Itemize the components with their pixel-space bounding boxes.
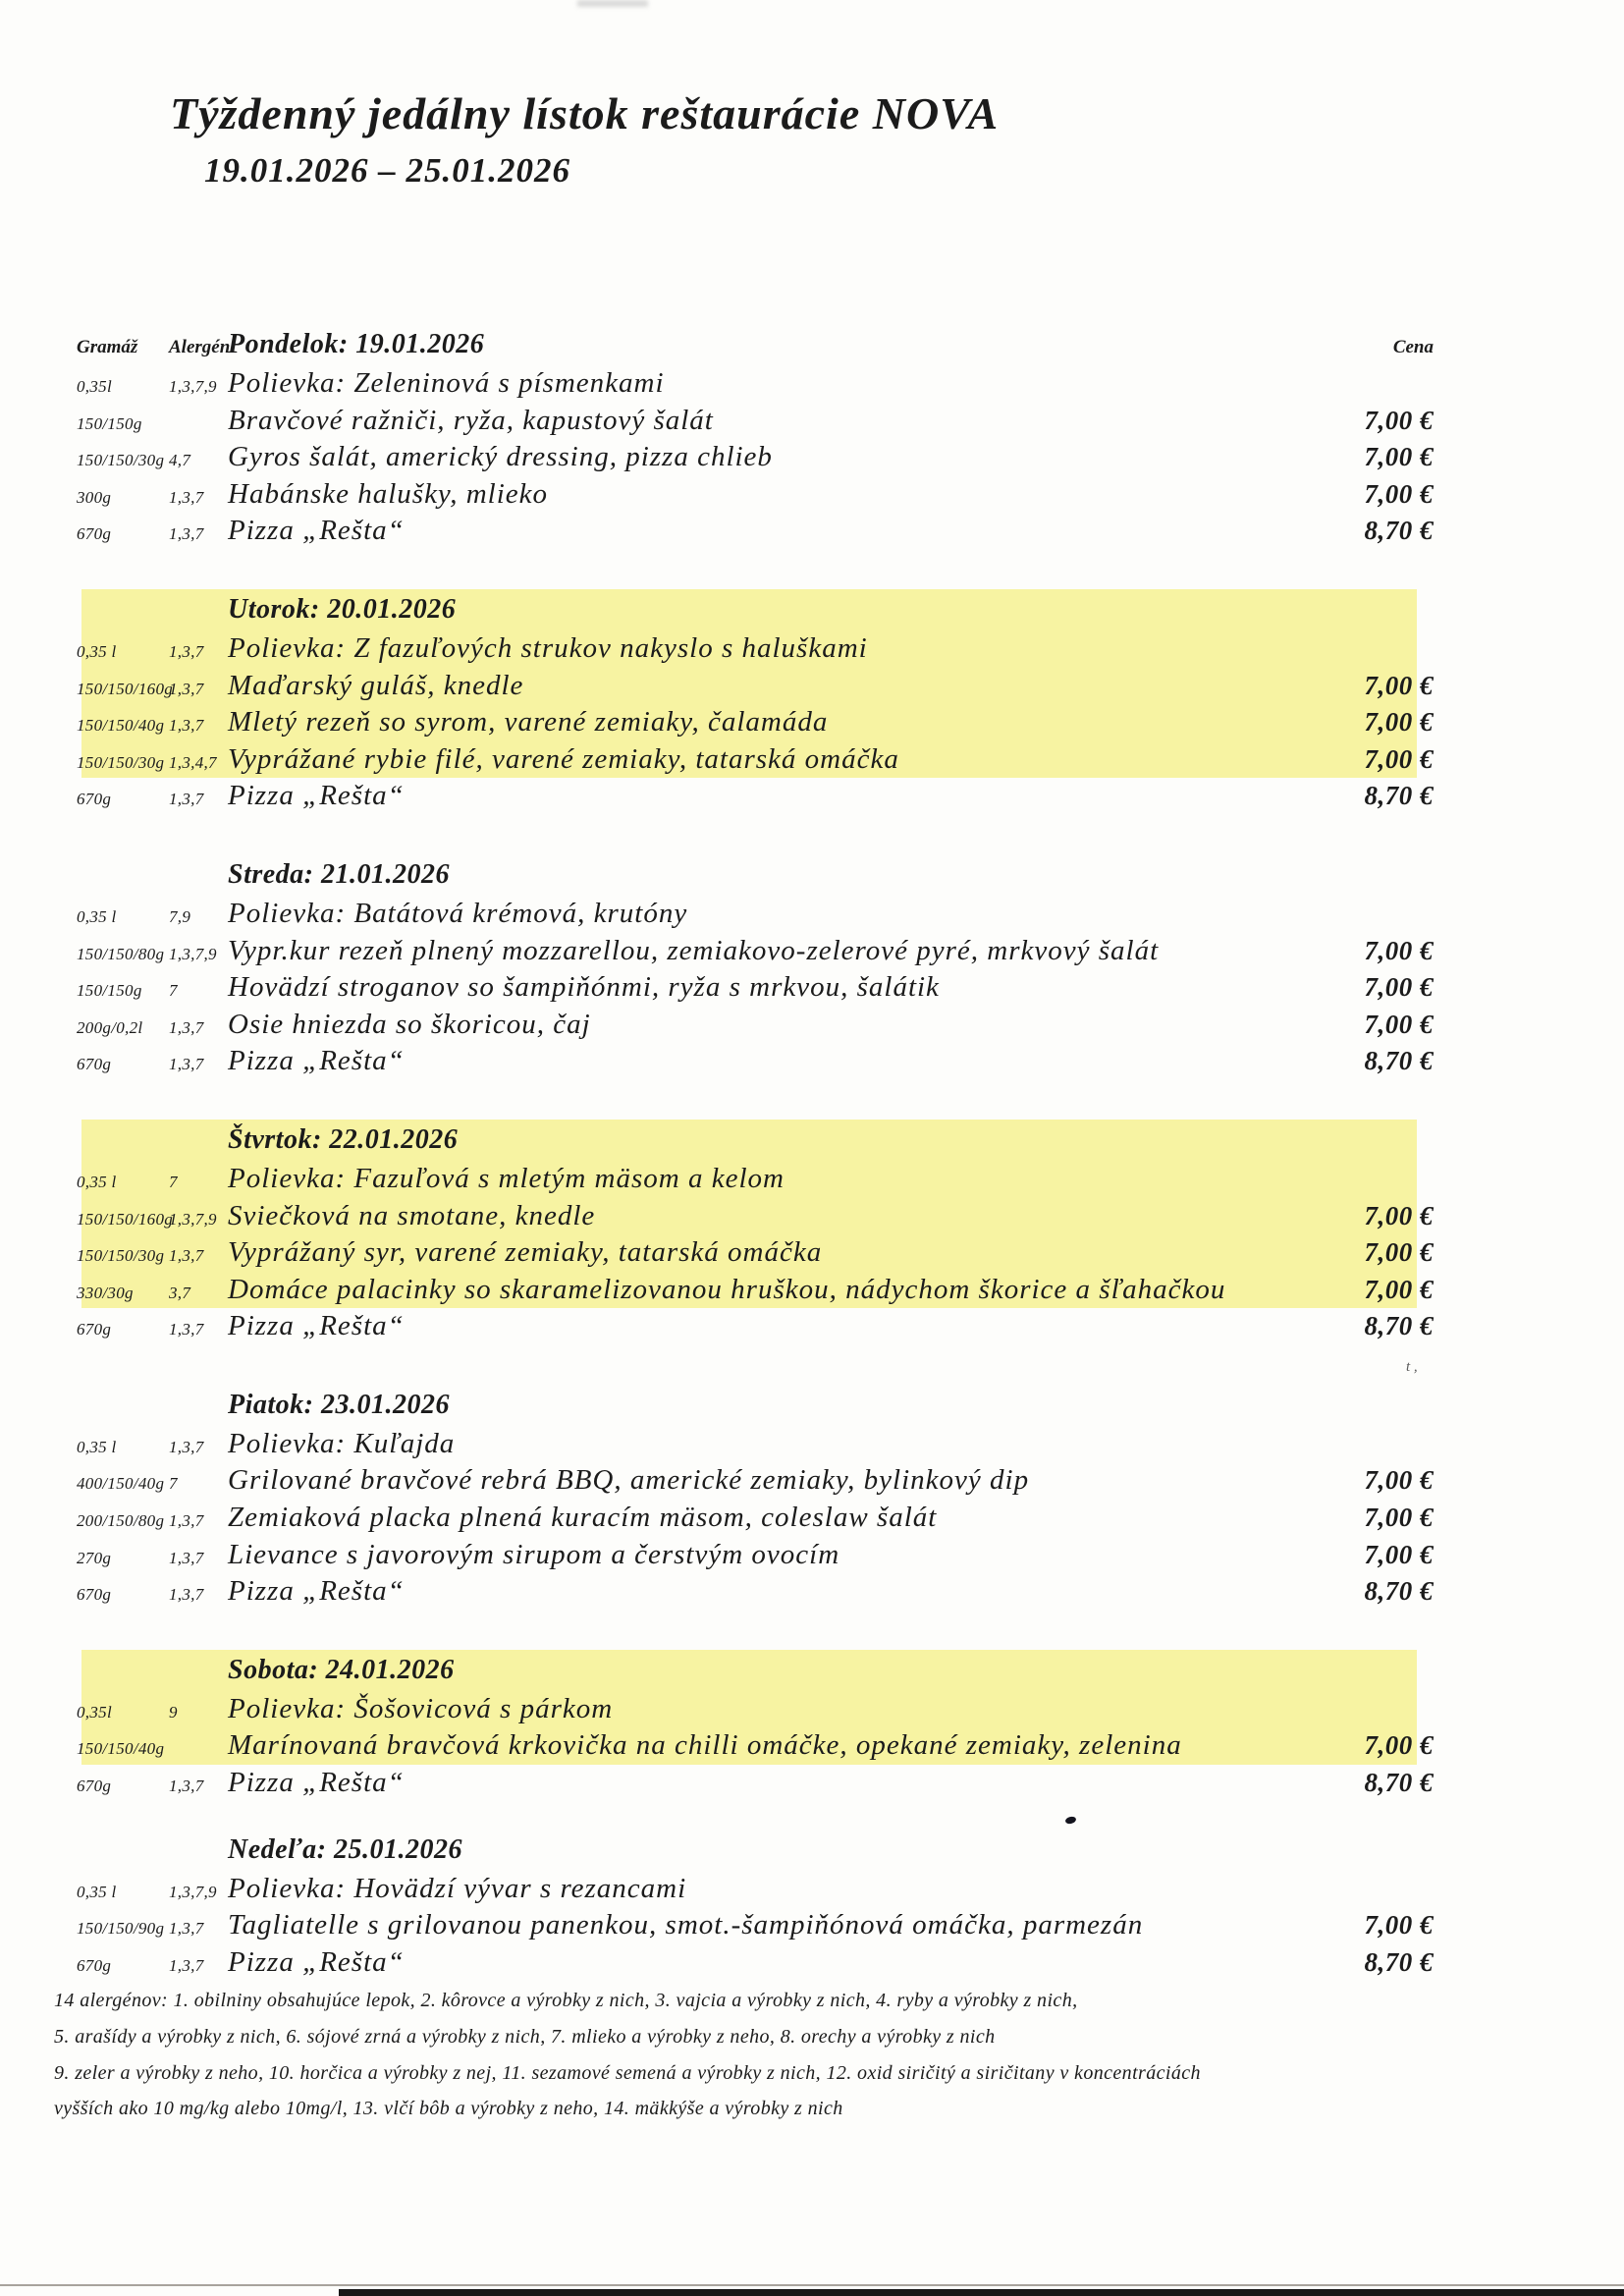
menu-item-row (77, 1043, 1434, 1080)
item-dish-name: Lievance s javorovým sirupom a čerstvým ovocím (228, 1538, 840, 1570)
menu-item-row (77, 1691, 1434, 1728)
item-weight: 0,35 l (77, 1172, 117, 1191)
item-allergens: 1,3,7 (169, 1919, 204, 1939)
item-weight: 0,35 l (77, 906, 117, 926)
item-allergens: 7 (169, 981, 178, 1001)
item-price: 7,00 € (1364, 1009, 1434, 1039)
item-weight: 150/150g (77, 413, 142, 433)
item-dish-name: Zemiaková placka plnená kuracím mäsom, coleslaw šalát (228, 1502, 938, 1534)
item-allergens: 1,3,4,7 (169, 752, 217, 772)
menu-item-row (77, 1462, 1434, 1500)
item-allergens: 1,3,7 (169, 679, 204, 698)
item-price: 8,70 € (1364, 781, 1434, 811)
scan-mark-artifact: t , (1406, 1359, 1418, 1375)
item-allergens: 4,7 (169, 451, 191, 470)
item-weight: 200/150/80g (77, 1511, 165, 1531)
day-header-row (77, 589, 1434, 630)
menu-item-row (77, 1944, 1434, 1982)
item-allergens: 7 (169, 1474, 178, 1494)
menu-item-row (77, 933, 1434, 970)
item-weight: 400/150/40g (77, 1474, 165, 1494)
item-weight: 0,35 l (77, 1437, 117, 1456)
item-dish-name: Sviečková na smotane, knedle (228, 1199, 596, 1231)
day-section (77, 1830, 1434, 1982)
day-header-row (77, 1385, 1434, 1426)
menu-item-row (77, 1272, 1434, 1309)
item-allergens: 1,3,7,9 (169, 377, 217, 396)
item-price: 7,00 € (1364, 1274, 1434, 1304)
allergen-footnote-line: 14 alergénov: 1. obilniny obsahujúce lepok, 2. kôrovce a výrobky z nich, 3. vajcia a výrobky z nich, 4. ryby a výrobky z nich, (54, 1990, 1078, 2012)
day-title: Nedeľa: 25.01.2026 (228, 1833, 462, 1865)
item-allergens: 9 (169, 1702, 178, 1722)
menu-item-row (77, 704, 1434, 741)
menu-item-row (77, 630, 1434, 668)
menu-item-row (77, 1727, 1434, 1765)
item-weight: 200g/0,2l (77, 1017, 143, 1037)
item-weight: 670g (77, 1320, 112, 1339)
item-allergens: 1,3,7 (169, 1955, 204, 1975)
item-allergens: 1,3,7 (169, 1246, 204, 1266)
day-section (77, 1120, 1434, 1345)
item-price: 8,70 € (1364, 516, 1434, 546)
item-price: 7,00 € (1364, 670, 1434, 700)
item-allergens: 3,7 (169, 1283, 191, 1302)
item-price: 8,70 € (1364, 1768, 1434, 1798)
item-price: 8,70 € (1364, 1576, 1434, 1607)
item-dish-name: Gyros šalát, americký dressing, pizza chlieb (228, 441, 773, 473)
item-weight: 150/150/160g (77, 1209, 174, 1229)
day-header-row (77, 1120, 1434, 1161)
item-dish-name: Vyprážaný syr, varené zemiaky, tatarská omáčka (228, 1236, 823, 1269)
item-weight: 150/150/80g (77, 944, 165, 963)
item-price: 8,70 € (1364, 1946, 1434, 1977)
item-dish-name: Pizza „Rešta“ (228, 1945, 405, 1978)
menu-item-row (77, 1537, 1434, 1574)
menu-item-row (77, 1234, 1434, 1272)
item-weight: 0,35l (77, 377, 112, 396)
menu-item-row (77, 896, 1434, 933)
item-price: 7,00 € (1364, 442, 1434, 472)
item-price: 7,00 € (1364, 1539, 1434, 1569)
item-allergens: 1,3,7 (169, 641, 204, 661)
item-weight: 330/30g (77, 1283, 134, 1302)
menu-item-row (77, 778, 1434, 815)
item-dish-name: Polievka: Batátová krémová, krutóny (228, 897, 688, 929)
cena-column-label: Cena (1392, 337, 1434, 357)
day-header-row (77, 1650, 1434, 1691)
item-weight: 670g (77, 1055, 112, 1074)
item-allergens: 1,3,7,9 (169, 1209, 217, 1229)
day-section (77, 324, 1434, 550)
item-weight: 300g (77, 487, 112, 507)
item-allergens: 1,3,7,9 (169, 1882, 217, 1901)
menu-item-row (77, 741, 1434, 779)
day-title: Streda: 21.01.2026 (228, 858, 450, 890)
item-weight: 270g (77, 1548, 112, 1567)
menu-item-row (77, 1573, 1434, 1611)
menu-item-row (77, 1907, 1434, 1944)
item-dish-name: Polievka: Z fazuľových strukov nakyslo s haluškami (228, 631, 868, 664)
item-price: 8,70 € (1364, 1311, 1434, 1341)
item-allergens: 1,3,7 (169, 1017, 204, 1037)
item-dish-name: Vypr.kur rezeň plnený mozzarellou, zemiakovo-zelerové pyré, mrkvový šalát (228, 934, 1160, 966)
item-dish-name: Polievka: Šošovicová s párkom (228, 1692, 614, 1724)
item-dish-name: Maďarský guláš, knedle (228, 669, 524, 701)
item-allergens: 1,3,7,9 (169, 944, 217, 963)
item-price: 7,00 € (1364, 707, 1434, 738)
day-header-row (77, 1830, 1434, 1871)
menu-item-row (77, 365, 1434, 403)
item-weight: 670g (77, 524, 112, 544)
item-allergens: 1,3,7 (169, 487, 204, 507)
item-allergens: 1,3,7 (169, 524, 204, 544)
item-weight: 150/150/30g (77, 451, 165, 470)
item-price: 7,00 € (1364, 1200, 1434, 1230)
item-allergens: 1,3,7 (169, 1585, 204, 1605)
page-title: Týždenný jedálny lístok reštaurácie NOVA (170, 88, 1000, 138)
item-dish-name: Domáce palacinky so skaramelizovanou hruškou, nádychom škorice a šľahačkou (228, 1273, 1226, 1305)
menu-item-row (77, 1308, 1434, 1345)
item-price: 7,00 € (1364, 1465, 1434, 1496)
allergen-footnote-line: 5. arašídy a výrobky z nich, 6. sójové zrná a výrobky z nich, 7. mlieko a výrobky z neho, 8. orechy a výrobky z nich (54, 2026, 996, 2048)
item-dish-name: Pizza „Rešta“ (228, 780, 405, 812)
item-allergens: 1,3,7 (169, 1548, 204, 1567)
item-dish-name: Polievka: Zeleninová s písmenkami (228, 367, 665, 399)
alergen-column-label: Alergén (169, 337, 231, 357)
menu-item-row (77, 969, 1434, 1007)
item-dish-name: Mletý rezeň so syrom, varené zemiaky, čalamáda (228, 706, 829, 738)
item-dish-name: Polievka: Kuľajda (228, 1427, 456, 1459)
menu-item-row (77, 1765, 1434, 1802)
menu-item-row (77, 1007, 1434, 1044)
menu-item-row (77, 668, 1434, 705)
item-weight: 150/150/30g (77, 1246, 165, 1266)
item-allergens: 7,9 (169, 906, 191, 926)
item-dish-name: Polievka: Hovädzí vývar s rezancami (228, 1872, 687, 1904)
item-dish-name: Bravčové ražniči, ryža, kapustový šalát (228, 404, 714, 436)
item-dish-name: Marínovaná bravčová krkovička na chilli omáčke, opekané zemiaky, zelenina (228, 1729, 1182, 1762)
item-dish-name: Polievka: Fazuľová s mletým mäsom a kelom (228, 1162, 785, 1194)
date-range: 19.01.2026 – 25.01.2026 (204, 151, 570, 190)
item-allergens: 7 (169, 1172, 178, 1191)
menu-item-row (77, 1198, 1434, 1235)
item-price: 7,00 € (1364, 478, 1434, 509)
menu-item-row (77, 403, 1434, 440)
item-weight: 150/150/40g (77, 716, 165, 736)
day-title: Pondelok: 19.01.2026 (228, 329, 485, 359)
allergen-footnote (54, 1983, 1434, 2126)
item-weight: 150/150g (77, 981, 142, 1001)
item-price: 7,00 € (1364, 1910, 1434, 1941)
item-dish-name: Vyprážané rybie filé, varené zemiaky, tatarská omáčka (228, 742, 899, 775)
menu-item-row (77, 476, 1434, 514)
day-header-row (77, 324, 1434, 365)
item-price: 7,00 € (1364, 405, 1434, 435)
item-dish-name: Tagliatelle s grilovanou panenkou, smot.-šampiňónová omáčka, parmezán (228, 1909, 1144, 1941)
item-dish-name: Hovädzí stroganov so šampiňónmi, ryža s mrkvou, šalátik (228, 971, 940, 1004)
item-dish-name: Pizza „Rešta“ (228, 1310, 405, 1342)
item-weight: 670g (77, 1585, 112, 1605)
day-section (77, 1650, 1434, 1802)
item-dish-name: Pizza „Rešta“ (228, 515, 405, 547)
item-dish-name: Pizza „Rešta“ (228, 1575, 405, 1608)
day-title: Sobota: 24.01.2026 (228, 1654, 455, 1685)
day-header-row (77, 854, 1434, 896)
item-weight: 0,35 l (77, 1882, 117, 1901)
item-price: 8,70 € (1364, 1046, 1434, 1076)
item-price: 7,00 € (1364, 1503, 1434, 1533)
item-allergens: 1,3,7 (169, 1055, 204, 1074)
item-price: 7,00 € (1364, 743, 1434, 774)
menu-item-row (77, 439, 1434, 476)
allergen-footnote-line: vyšších ako 10 mg/kg alebo 10mg/l, 13. vlčí bôb a výrobky z neho, 14. mäkkýše a výrobky z nich (54, 2098, 843, 2120)
item-allergens: 1,3,7 (169, 1511, 204, 1531)
item-weight: 150/150/90g (77, 1919, 165, 1939)
item-weight: 670g (77, 790, 112, 809)
menu-item-row (77, 1500, 1434, 1537)
menu-item-row (77, 1426, 1434, 1463)
day-section (77, 589, 1434, 815)
allergen-footnote-line: 9. zeler a výrobky z neho, 10. horčica a výrobky z nej, 11. sezamové semená a výrobky z nich, 12. oxid siričitý a siričitany v koncentráciách (54, 2061, 1201, 2084)
menu-item-row (77, 1871, 1434, 1908)
menu-item-row (77, 1161, 1434, 1198)
item-dish-name: Pizza „Rešta“ (228, 1045, 405, 1077)
day-title: Piatok: 23.01.2026 (228, 1389, 450, 1420)
menu-item-row (77, 513, 1434, 550)
scan-edge-line (0, 2284, 1624, 2286)
day-section (77, 1385, 1434, 1611)
day-title: Štvrtok: 22.01.2026 (228, 1123, 459, 1155)
item-allergens: 1,3,7 (169, 1437, 204, 1456)
day-title: Utorok: 20.01.2026 (228, 593, 457, 625)
item-price: 7,00 € (1364, 1237, 1434, 1268)
item-price: 7,00 € (1364, 972, 1434, 1003)
item-weight: 150/150/40g (77, 1739, 165, 1759)
item-weight: 670g (77, 1777, 112, 1796)
scan-edge-bar (339, 2289, 1624, 2296)
item-allergens: 1,3,7 (169, 1320, 204, 1339)
gramaz-column-label: Gramáž (77, 337, 138, 357)
day-section (77, 854, 1434, 1080)
item-weight: 670g (77, 1955, 112, 1975)
item-price: 7,00 € (1364, 1730, 1434, 1761)
item-allergens: 1,3,7 (169, 1777, 204, 1796)
weekly-menu-table (77, 324, 1434, 1981)
item-weight: 150/150/30g (77, 752, 165, 772)
item-dish-name: Osie hniezda so škoricou, čaj (228, 1008, 591, 1040)
item-allergens: 1,3,7 (169, 716, 204, 736)
item-weight: 0,35 l (77, 641, 117, 661)
item-price: 7,00 € (1364, 935, 1434, 965)
item-weight: 0,35l (77, 1702, 112, 1722)
item-dish-name: Grilované bravčové rebrá BBQ, americké zemiaky, bylinkový dip (228, 1464, 1030, 1497)
item-weight: 150/150/160g (77, 679, 174, 698)
item-dish-name: Habánske halušky, mlieko (228, 477, 549, 510)
scan-smudge (577, 0, 648, 7)
item-allergens: 1,3,7 (169, 790, 204, 809)
item-dish-name: Pizza „Rešta“ (228, 1767, 405, 1799)
